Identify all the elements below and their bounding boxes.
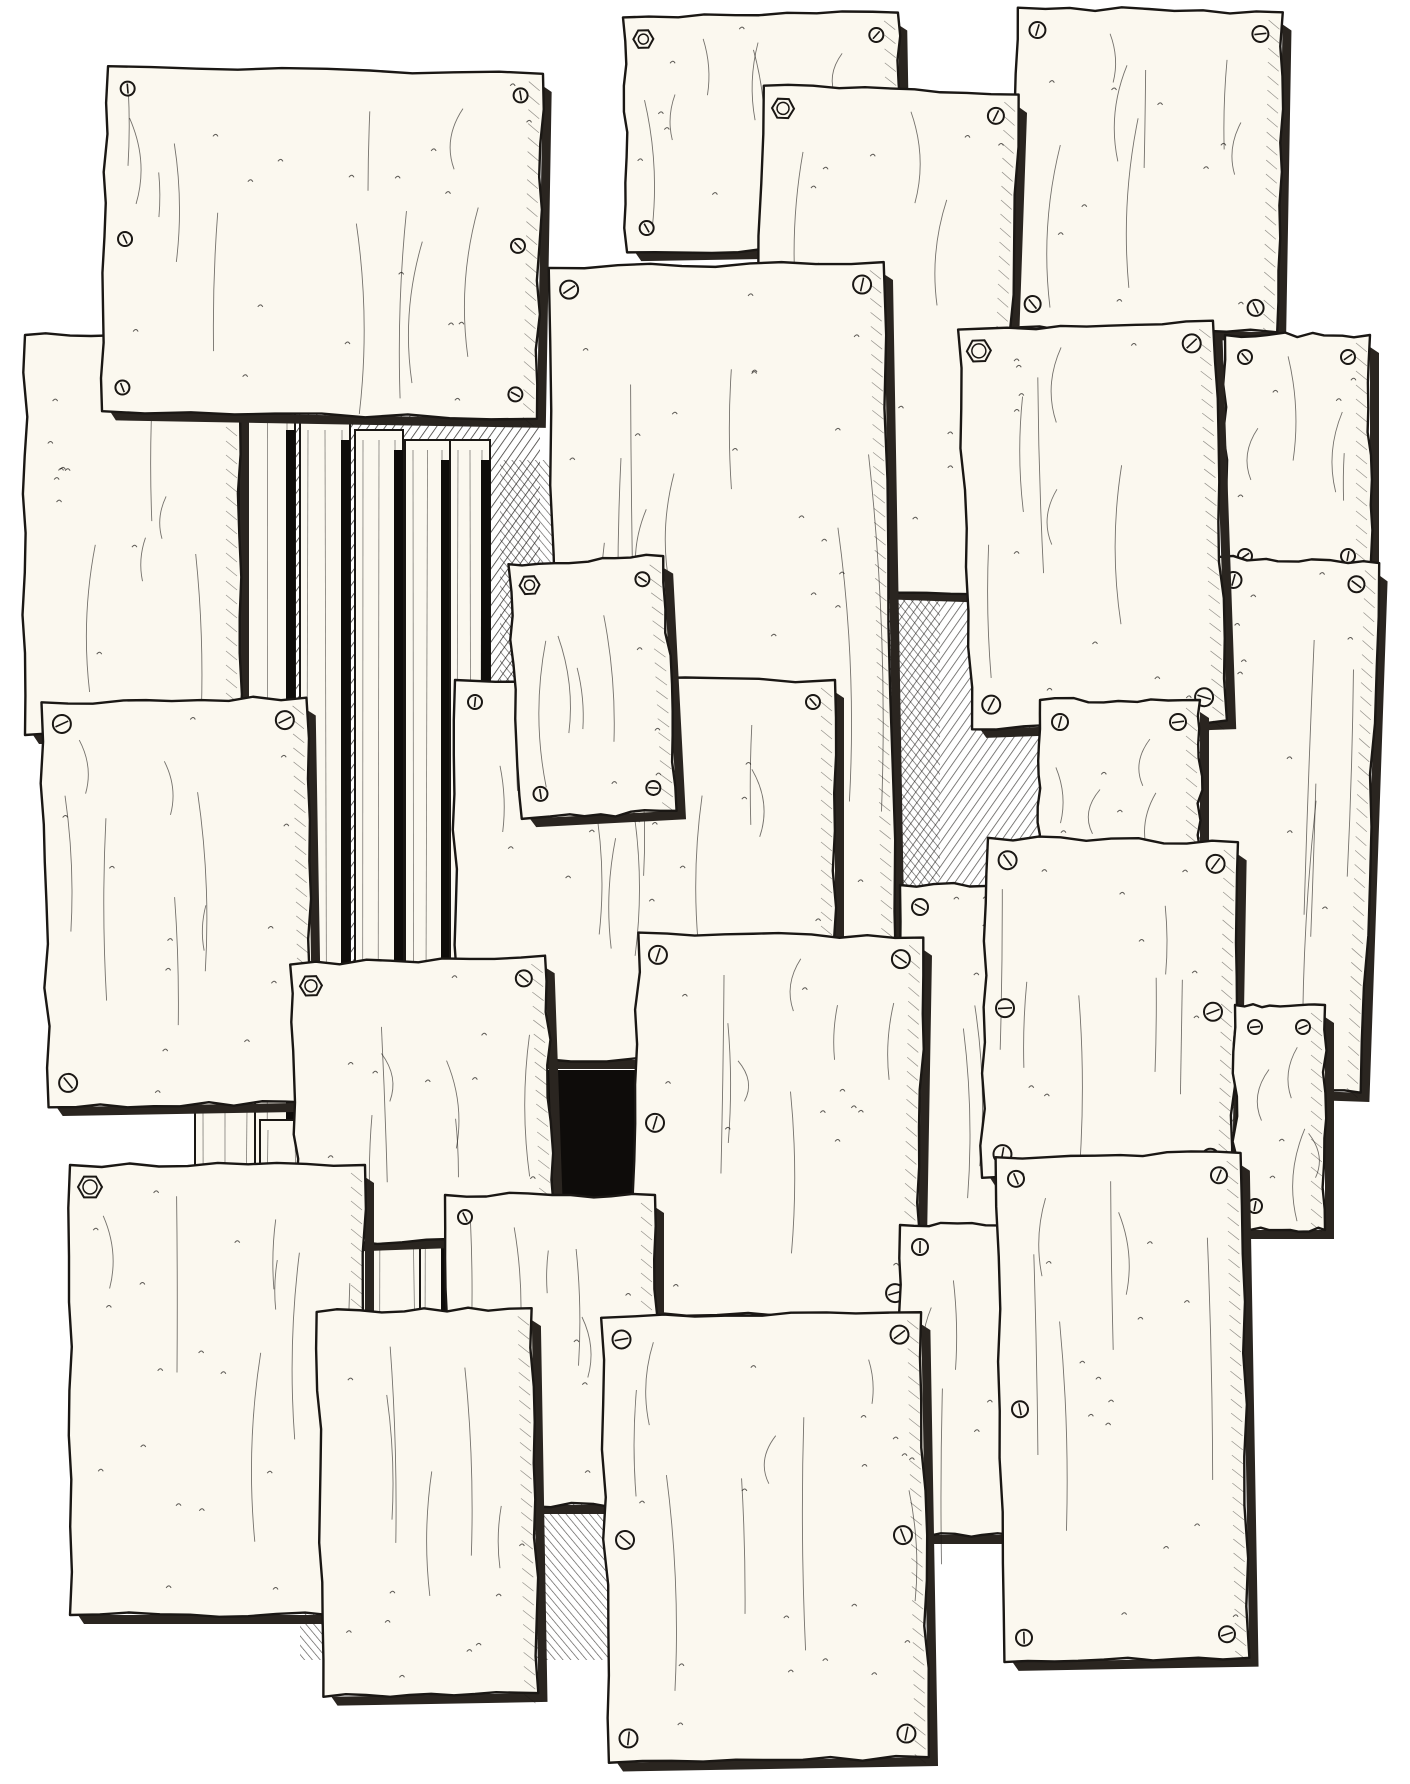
- plank-surface: [1223, 333, 1372, 583]
- screw-icon: [649, 946, 667, 964]
- screw-icon: [996, 999, 1014, 1017]
- screw-icon: [1025, 296, 1041, 312]
- wood-plank: [599, 1310, 938, 1772]
- screw-icon: [988, 108, 1005, 125]
- screw-icon: [869, 28, 883, 42]
- plank-surface: [956, 320, 1229, 731]
- screw-icon: [78, 1177, 102, 1198]
- screw-icon: [890, 1325, 908, 1343]
- screw-icon: [806, 695, 820, 709]
- plank-surface: [99, 65, 544, 421]
- plank-surface: [599, 1310, 931, 1765]
- plank-group: [23, 5, 1389, 1771]
- screw-icon: [619, 1729, 637, 1747]
- screw-icon: [468, 695, 482, 709]
- wood-plank: [1223, 333, 1379, 590]
- screw-icon: [612, 1330, 630, 1348]
- screw-icon: [508, 387, 522, 401]
- screw-icon: [300, 976, 323, 996]
- screw-icon: [646, 1114, 664, 1132]
- screw-icon: [1016, 1630, 1032, 1646]
- plank-surface: [630, 931, 926, 1320]
- screw-icon: [276, 711, 294, 729]
- screw-icon: [1008, 1171, 1024, 1187]
- screw-icon: [1170, 714, 1186, 730]
- wood-plank: [39, 696, 322, 1117]
- screw-icon: [640, 221, 654, 235]
- screw-icon: [998, 851, 1016, 869]
- wood-plank: [1038, 698, 1209, 859]
- screw-icon: [1206, 855, 1224, 873]
- screw-icon: [616, 1531, 634, 1549]
- screw-icon: [1247, 300, 1263, 316]
- screw-icon: [1204, 1003, 1222, 1021]
- screw-icon: [894, 1526, 912, 1544]
- plank-surface: [980, 836, 1240, 1185]
- screw-icon: [1029, 22, 1045, 38]
- screw-icon: [115, 380, 129, 394]
- screw-icon: [1052, 714, 1068, 730]
- screw-icon: [1211, 1167, 1227, 1183]
- screw-icon: [982, 695, 1001, 714]
- screw-icon: [1182, 334, 1201, 353]
- screw-icon: [1341, 549, 1355, 563]
- screw-icon: [118, 232, 132, 246]
- screw-icon: [121, 81, 135, 95]
- screw-icon: [1238, 350, 1252, 364]
- screw-icon: [1012, 1401, 1028, 1417]
- wood-plank: [630, 931, 933, 1327]
- plank-surface: [315, 1306, 540, 1698]
- screw-icon: [1248, 1020, 1262, 1034]
- screw-icon: [59, 1074, 77, 1092]
- screw-icon: [458, 1210, 472, 1224]
- wood-plank: [980, 836, 1247, 1192]
- screw-icon: [511, 239, 525, 253]
- screw-icon: [853, 275, 871, 293]
- wood-plank: [99, 65, 552, 428]
- plank-surface: [39, 696, 315, 1109]
- screw-icon: [513, 88, 527, 102]
- screw-icon: [912, 899, 928, 915]
- screw-icon: [633, 30, 653, 48]
- screw-icon: [892, 950, 910, 968]
- plank-surface: [1010, 5, 1285, 334]
- screw-icon: [897, 1724, 915, 1742]
- wood-plank: [315, 1306, 547, 1707]
- screw-icon: [1252, 26, 1268, 42]
- screw-icon: [1341, 350, 1355, 364]
- screw-icon: [53, 715, 71, 733]
- plank-surface: [994, 1151, 1251, 1664]
- wood-plank: [956, 320, 1236, 738]
- screw-icon: [1348, 576, 1365, 593]
- screw-icon: [912, 1239, 928, 1255]
- wood-plank: [1010, 5, 1292, 341]
- screw-icon: [519, 576, 540, 594]
- screw-icon: [560, 280, 578, 298]
- screw-icon: [772, 99, 795, 119]
- screw-icon: [966, 340, 991, 362]
- screw-icon: [1296, 1020, 1310, 1034]
- screw-icon: [1219, 1626, 1235, 1642]
- screw-icon: [516, 970, 533, 987]
- wood-plank: [994, 1150, 1258, 1671]
- screw-icon: [533, 787, 548, 802]
- screw-icon: [635, 572, 650, 587]
- wood-plank: [506, 553, 686, 828]
- screw-icon: [646, 781, 661, 796]
